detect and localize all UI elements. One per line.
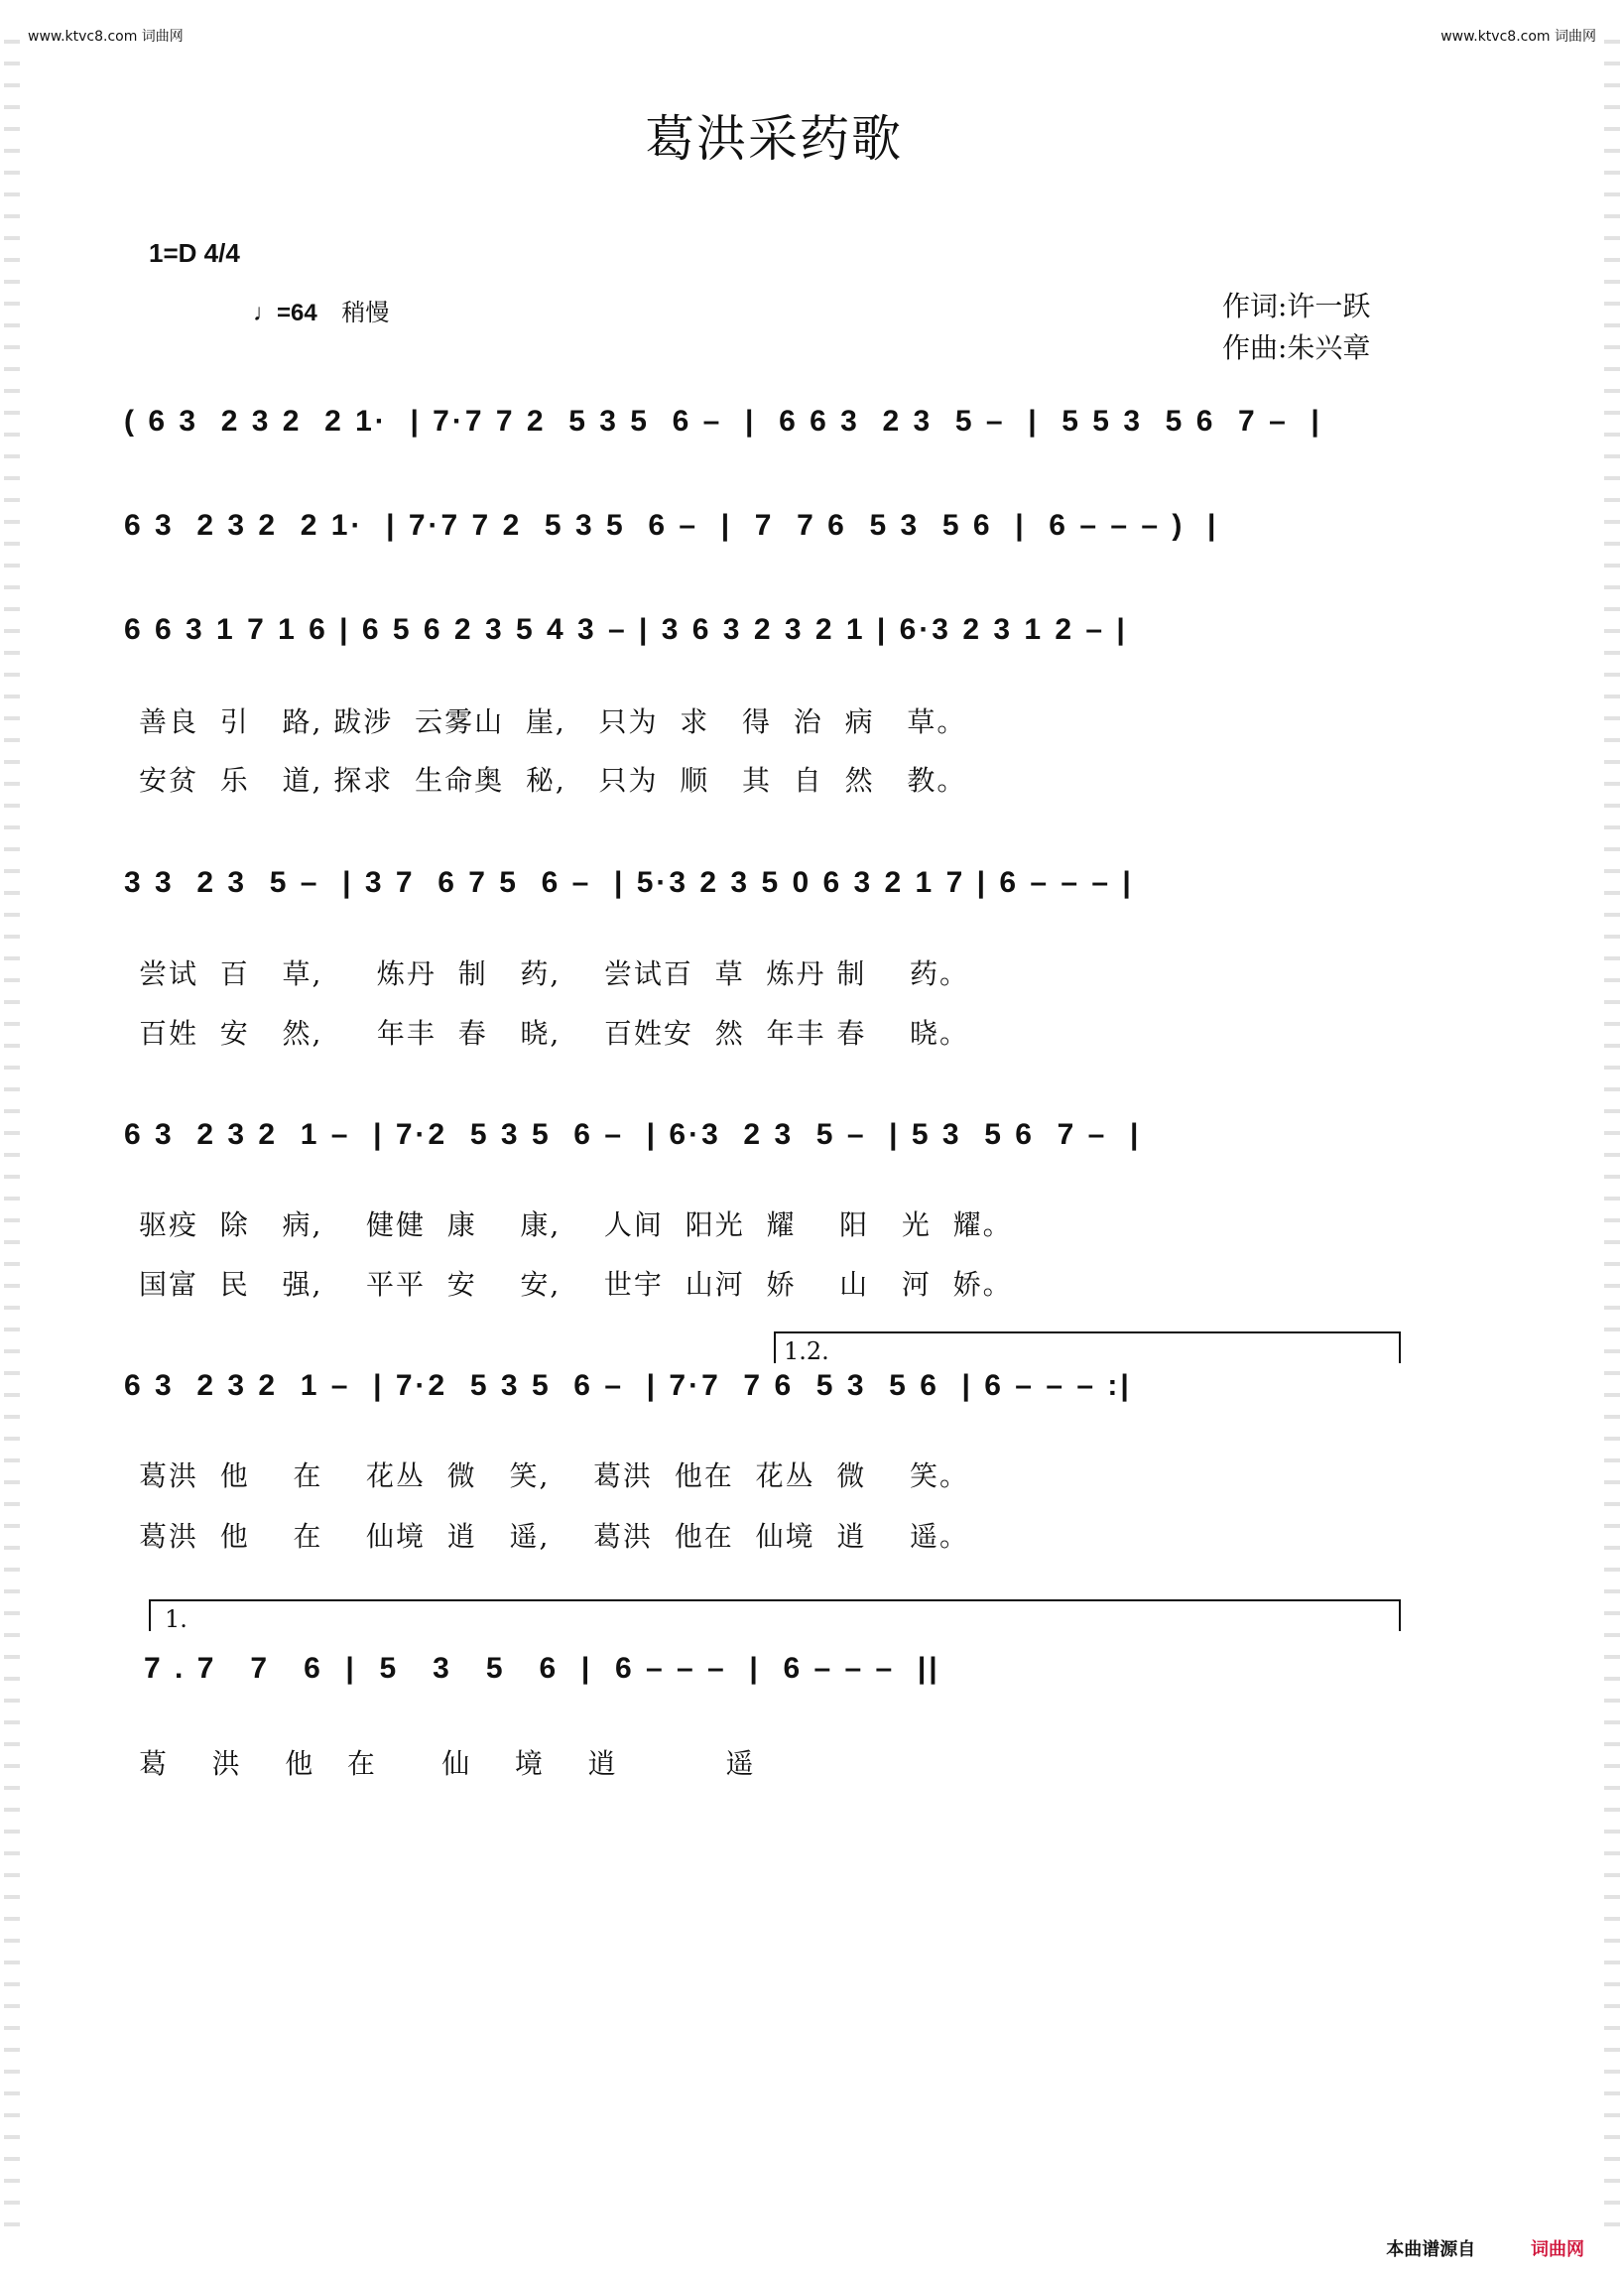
footer-site[interactable]: 词曲网 xyxy=(1531,2239,1584,2260)
header-right[interactable]: www.ktvc8.com 词曲网 xyxy=(1440,29,1596,45)
lyrics-4-verse-1: 尝试 百 草, 炼丹 制 药, 尝试百 草 炼丹 制 药。 xyxy=(139,957,970,990)
volta-label-final: 1. xyxy=(165,1605,187,1633)
lyrics-4-verse-2: 百姓 安 然, 年丰 春 晓, 百姓安 然 年丰 春 晓。 xyxy=(139,1017,970,1050)
score-line-2: 6 3 2 3 2 2 1· | 7·7 7 2 5 3 5 6 – | 7 7 6 5 3 5 6 | 6 – – – ) | xyxy=(124,509,1219,542)
volta-bracket-1 xyxy=(149,1599,1401,1631)
credits xyxy=(1222,286,1370,369)
lyrics-6-verse-2: 葛洪 他 在 仙境 逍 遥, 葛洪 他在 仙境 逍 遥。 xyxy=(139,1520,970,1553)
lyrics-5-verse-1: 驱疫 除 病, 健健 康 康, 人间 阳光 耀 阳 光 耀。 xyxy=(139,1208,1013,1241)
volta-bracket-1-2 xyxy=(774,1331,1401,1363)
lyrics-3-verse-2: 安贫 乐 道, 探求 生命奥 秘, 只为 顺 其 自 然 教。 xyxy=(139,764,967,797)
score-line-4: 3 3 2 3 5 – | 3 7 6 7 5 6 – | 5·3 2 3 5 0 6 3 2 1 7 | 6 – – – | xyxy=(124,866,1134,899)
score-line-6: 6 3 2 3 2 1 – | 7·2 5 3 5 6 – | 7·7 7 6 5 3 5 6 | 6 – – – :| xyxy=(124,1369,1132,1402)
composer: 作曲:朱兴章 xyxy=(1222,331,1371,364)
footer xyxy=(1386,2235,1584,2261)
score-line-7: 7 . 7 7 6 | 5 3 5 6 | 6 – – – | 6 – – – || xyxy=(144,1652,940,1685)
volta-label: 1.2. xyxy=(784,1337,829,1365)
tempo-marking xyxy=(253,293,389,327)
lyrics-7: 葛 洪 他 在 仙 境 逍 遥 xyxy=(139,1747,756,1780)
song-title: 葛洪采药歌 xyxy=(645,110,903,168)
lyrics-3-verse-1: 善良 引 路, 跋涉 云雾山 崖, 只为 求 得 治 病 草。 xyxy=(139,705,967,738)
lyrics-5-verse-2: 国富 民 强, 平平 安 安, 世宇 山河 娇 山 河 娇。 xyxy=(139,1268,1013,1301)
left-margin-watermark xyxy=(4,40,20,2237)
footer-source: 本曲谱源自 xyxy=(1386,2239,1476,2260)
tempo-value: ♩=64 xyxy=(253,300,317,326)
header-left[interactable]: www.ktvc8.com 词曲网 xyxy=(28,29,184,45)
score-line-3: 6 6 3 1 7 1 6 | 6 5 6 2 3 5 4 3 – | 3 6 3 2 3 2 1 | 6·3 2 3 1 2 – | xyxy=(124,613,1128,646)
tempo-text: 稍慢 xyxy=(341,300,390,326)
key-signature: 1=D 4/4 xyxy=(149,238,240,268)
score-line-5: 6 3 2 3 2 1 – | 7·2 5 3 5 6 – | 6·3 2 3 5 – | 5 3 5 6 7 – | xyxy=(124,1118,1142,1151)
lyricist: 作词:许一跃 xyxy=(1222,290,1371,322)
lyrics-6-verse-1: 葛洪 他 在 花丛 微 笑, 葛洪 他在 花丛 微 笑。 xyxy=(139,1459,970,1492)
right-margin-watermark xyxy=(1604,40,1620,2237)
score-line-1: ( 6 3 2 3 2 2 1· | 7·7 7 2 5 3 5 6 – | 6 6 3 2 3 5 – | 5 5 3 5 6 7 – | xyxy=(124,405,1322,438)
